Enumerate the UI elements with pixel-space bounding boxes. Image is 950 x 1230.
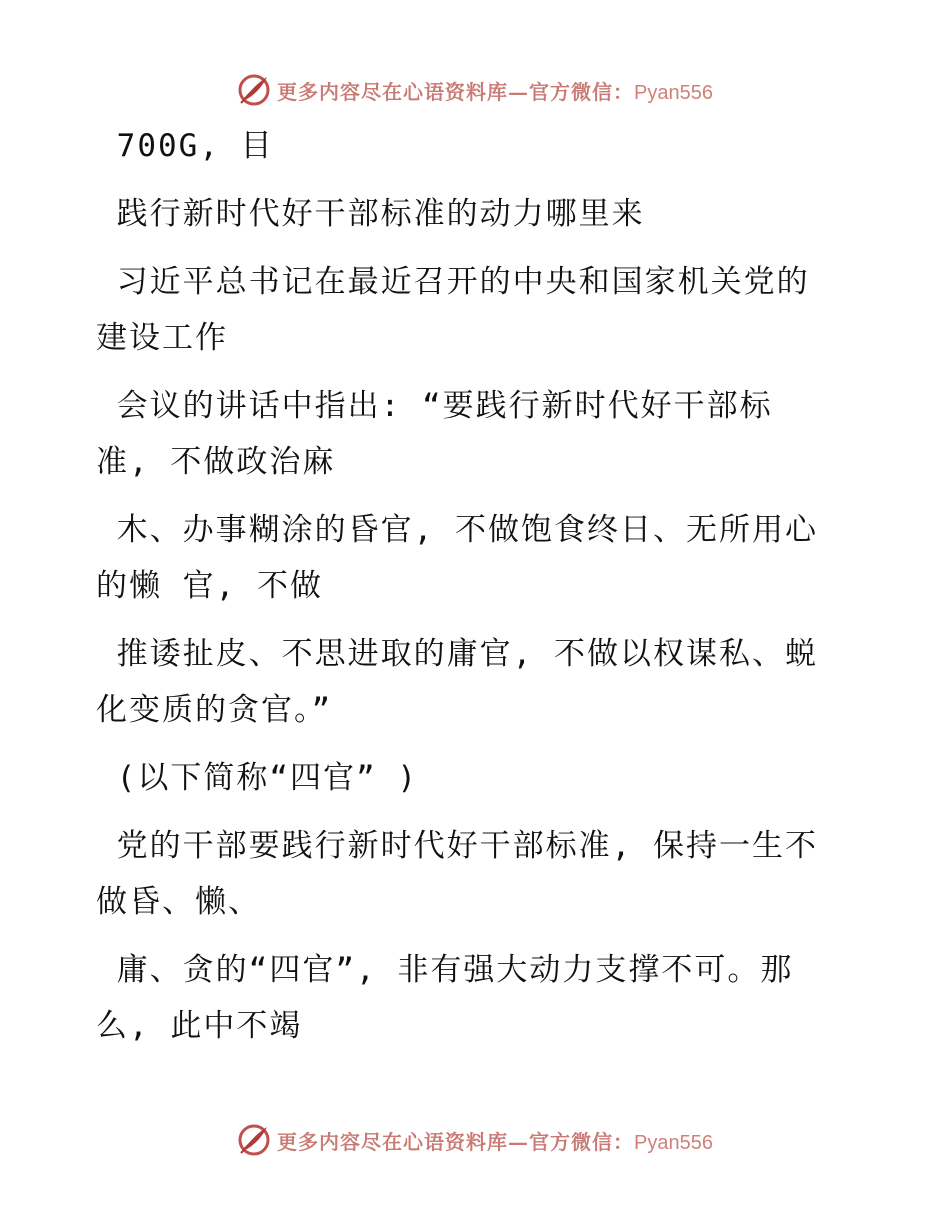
text-line: 的懒 官, 不做	[96, 568, 323, 604]
text-line: 700G, 目	[96, 128, 274, 164]
text-line: 推诿扯皮、不思进取的庸官, 不做以权谋私、蜕	[96, 636, 818, 672]
text-line: 化变质的贪官。”	[96, 692, 333, 728]
text-line: 践行新时代好干部标准的动力哪里来	[96, 196, 645, 232]
text-line: 准, 不做政治麻	[96, 444, 336, 480]
watermark-banner-bottom	[0, 1120, 950, 1160]
text-line: 么, 此中不竭	[96, 1008, 303, 1044]
text-line: 建设工作	[96, 320, 228, 356]
document-body	[96, 118, 836, 1054]
wechat-id: Pyan556	[634, 1131, 713, 1154]
watermark-text: 更多内容尽在心语资料库—官方微信：Pyan556	[277, 79, 713, 104]
watermark-banner-top	[0, 70, 950, 110]
feather-pen-logo-icon	[237, 1123, 271, 1157]
watermark-text: 更多内容尽在心语资料库—官方微信：Pyan556	[277, 1129, 713, 1154]
text-line: 党的干部要践行新时代好干部标准, 保持一生不	[96, 828, 818, 864]
text-line: 会议的讲话中指出: “要践行新时代好干部标	[96, 388, 773, 424]
text-line: 木、办事糊涂的昏官, 不做饱食终日、无所用心	[96, 512, 818, 548]
text-line: 习近平总书记在最近召开的中央和国家机关党的	[96, 264, 810, 300]
wechat-id: Pyan556	[634, 81, 713, 104]
text-line: 做昏、懒、	[96, 884, 261, 920]
feather-pen-logo-icon	[237, 73, 271, 107]
text-line: 庸、贪的“四官”, 非有强大动力支撑不可。那	[96, 952, 794, 988]
text-line: (以下简称“四官” )	[96, 760, 418, 796]
